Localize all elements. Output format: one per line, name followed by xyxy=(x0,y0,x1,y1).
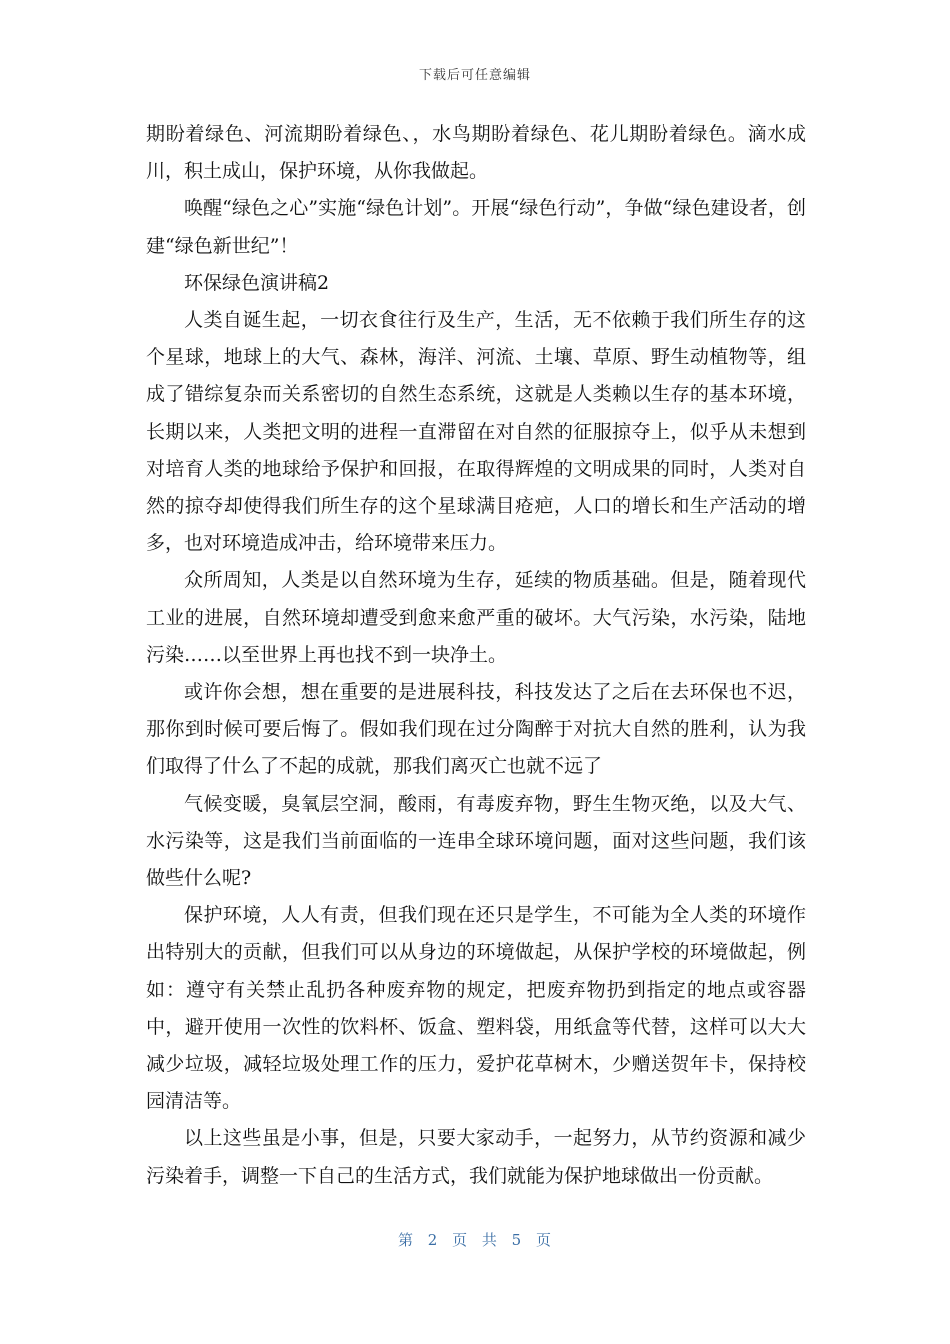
paragraph-green-call: 唤醒“绿色之心”实施“绿色计划”。开展“绿色行动”，争做“绿色建设者，创建“绿色新世纪”！ xyxy=(146,197,806,257)
paragraph-conclusion: 以上这些虽是小事，但是，只要大家动手，一起努力，从节约资源和减少污染着手，调整一下自己的生活方式，我们就能为保护地球做出一份贡献。 xyxy=(146,1127,806,1187)
paragraph-technology: 或许你会想，想在重要的是进展科技，科技发达了之后在去环保也不迟，那你到时候可要后悔了。假如我们现在过分陶醉于对抗大自然的胜利，认为我们取得了什么了不起的成就，那我们离灭亡也就不远了 xyxy=(146,681,806,778)
paragraph-human-environment: 人类自诞生起，一切衣食往行及生产，生活，无不依赖于我们所生存的这个星球，地球上的大气、森林，海洋、河流、土壤、草原、野生动植物等，组成了错综复杂而关系密切的自然生态系统，这就是人类赖以生存的基本环境，长期以来，人类把文明的进程一直滞留在对自然的征服掠夺上，似乎从未想到对培育人类的地球给予保护和回报，在取得辉煌的文明成果的同时，人类对自然的掠夺却使得我们所生存的这个星球满目疮疤，人口的增长和生产活动的增多，也对环境造成冲击，给环境带来压力。 xyxy=(146,309,806,555)
paragraph-pollution: 众所周知，人类是以自然环境为生存，延续的物质基础。但是，随着现代工业的进展，自然环境却遭受到愈来愈严重的破坏。大气污染，水污染，陆地污染……以至世界上再也找不到一块净土。 xyxy=(146,569,806,666)
paragraph-continuation: 期盼着绿色、河流期盼着绿色、，水鸟期盼着绿色、花儿期盼着绿色。滴水成川，积土成山，保护环境，从你我做起。 xyxy=(146,123,806,183)
section-title: 环保绿色演讲稿2 xyxy=(184,271,330,294)
page-number-footer: 第 2 页 共 5 页 xyxy=(398,1231,552,1249)
paragraph-global-issues: 气候变暖，臭氧层空洞，酸雨，有毒废弃物，野生生物灭绝，以及大气、水污染等，这是我们当前面临的一连串全球环境问题，面对这些问题，我们该做些什么呢? xyxy=(146,792,806,890)
document-body xyxy=(146,116,806,1195)
page-header: 下载后可任意编辑 xyxy=(418,68,531,83)
paragraph-student-actions: 保护环境，人人有责，但我们现在还只是学生，不可能为全人类的环境作出特别大的贡献，但我们可以从身边的环境做起，从保护学校的环境做起，例如：遵守有关禁止乱扔各种废弃物的规定，把废弃物扔到指定的地点或容器中，避开使用一次性的饮料杯、饭盒、塑料袋，用纸盒等代替，这样可以大大减少垃圾，减轻垃圾处理工作的压力，爱护花草树木，少赠送贺年卡，保持校园清洁等。 xyxy=(146,904,806,1113)
